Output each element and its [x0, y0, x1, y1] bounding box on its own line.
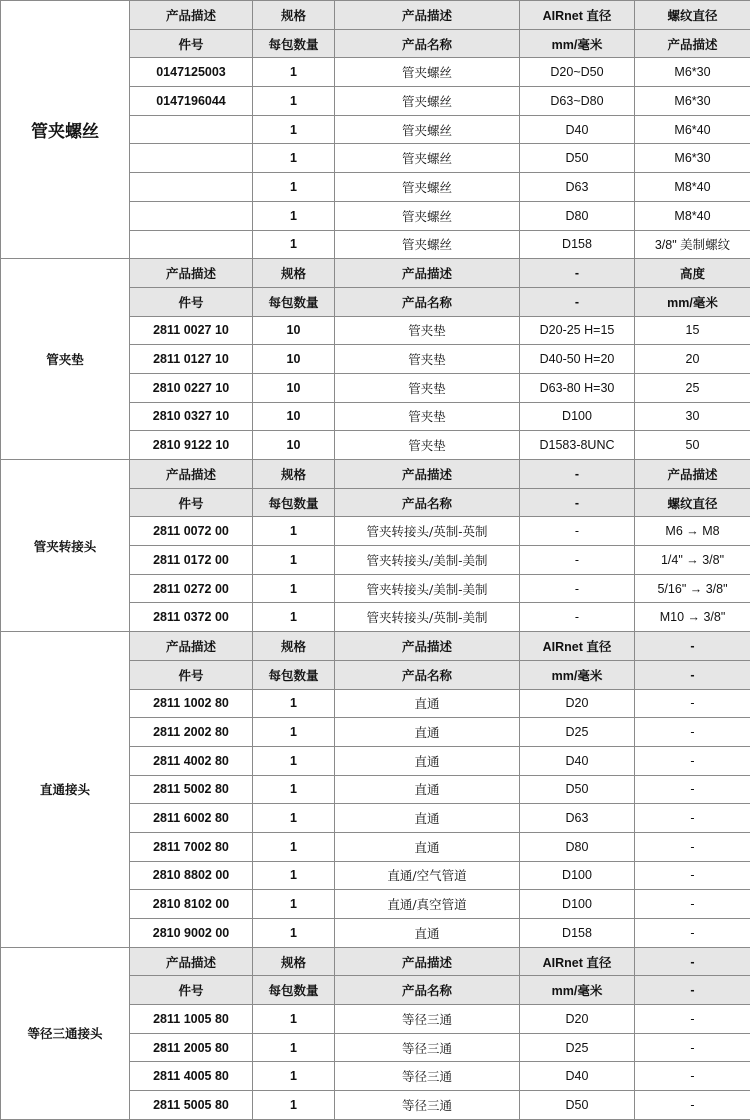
cell-airnet-diameter: D20-25 H=15: [520, 316, 635, 345]
cell-spec-value: -: [635, 1062, 750, 1091]
cell-product-name: 等径三通: [335, 1091, 520, 1120]
header-cell-pack-quantity: 规格: [253, 947, 335, 976]
cell-spec-value: -: [635, 1091, 750, 1120]
cell-pack-quantity: 1: [253, 546, 335, 575]
cell-part-number: 2810 8102 00: [130, 890, 253, 919]
cell-airnet-diameter: D50: [520, 144, 635, 173]
category-label: 管夹垫: [1, 259, 130, 460]
cell-airnet-diameter: D100: [520, 890, 635, 919]
header-cell-part-number: 件号: [130, 287, 253, 316]
cell-pack-quantity: 1: [253, 1005, 335, 1034]
header-cell-spec-value: -: [635, 976, 750, 1005]
header-cell-part-number: 件号: [130, 660, 253, 689]
cell-pack-quantity: 1: [253, 173, 335, 202]
header-cell-product-name: 产品名称: [335, 488, 520, 517]
header-cell-airnet-diameter: AIRnet 直径: [520, 1, 635, 30]
cell-airnet-diameter: -: [520, 603, 635, 632]
cell-pack-quantity: 1: [253, 689, 335, 718]
header-cell-part-number: 产品描述: [130, 947, 253, 976]
header-cell-product-name: 产品描述: [335, 1, 520, 30]
header-cell-pack-quantity: 每包数量: [253, 488, 335, 517]
cell-spec-value: M8*40: [635, 201, 750, 230]
cell-product-name: 管夹螺丝: [335, 201, 520, 230]
cell-product-name: 直通: [335, 718, 520, 747]
cell-pack-quantity: 1: [253, 58, 335, 87]
header-cell-part-number: 件号: [130, 488, 253, 517]
cell-pack-quantity: 1: [253, 890, 335, 919]
cell-product-name: 管夹螺丝: [335, 87, 520, 116]
cell-spec-value: 30: [635, 402, 750, 431]
header-cell-product-name: 产品描述: [335, 460, 520, 489]
cell-product-name: 直通: [335, 775, 520, 804]
header-cell-airnet-diameter: mm/毫米: [520, 976, 635, 1005]
cell-pack-quantity: 1: [253, 230, 335, 259]
cell-spec-value: -: [635, 861, 750, 890]
cell-product-name: 等径三通: [335, 1005, 520, 1034]
cell-product-name: 管夹转接头/英制-美制: [335, 603, 520, 632]
header-cell-airnet-diameter: AIRnet 直径: [520, 947, 635, 976]
cell-spec-value: M6*30: [635, 58, 750, 87]
header-cell-product-name: 产品名称: [335, 29, 520, 58]
cell-pack-quantity: 1: [253, 115, 335, 144]
cell-airnet-diameter: D25: [520, 718, 635, 747]
category-label: 等径三通接头: [1, 947, 130, 1119]
cell-spec-value: -: [635, 718, 750, 747]
spec-table-body: [1, 1, 750, 1120]
cell-product-name: 管夹螺丝: [335, 173, 520, 202]
cell-airnet-diameter: -: [520, 546, 635, 575]
cell-product-name: 等径三通: [335, 1062, 520, 1091]
cell-pack-quantity: 1: [253, 144, 335, 173]
cell-part-number: 2811 1002 80: [130, 689, 253, 718]
cell-airnet-diameter: D158: [520, 230, 635, 259]
cell-spec-value: 1/4" → 3/8": [635, 546, 750, 575]
cell-part-number: 2811 2002 80: [130, 718, 253, 747]
cell-part-number: 2811 6002 80: [130, 804, 253, 833]
cell-pack-quantity: 10: [253, 431, 335, 460]
header-cell-spec-value: 产品描述: [635, 29, 750, 58]
header-cell-product-name: 产品描述: [335, 259, 520, 288]
section-header-row: [1, 947, 750, 976]
header-cell-spec-value: -: [635, 632, 750, 661]
cell-part-number: 2811 0172 00: [130, 546, 253, 575]
cell-pack-quantity: 1: [253, 775, 335, 804]
cell-product-name: 直通: [335, 919, 520, 948]
header-cell-part-number: 件号: [130, 976, 253, 1005]
category-label: 直通接头: [1, 632, 130, 948]
cell-spec-value: -: [635, 890, 750, 919]
cell-part-number: [130, 115, 253, 144]
cell-pack-quantity: 1: [253, 804, 335, 833]
cell-airnet-diameter: D100: [520, 402, 635, 431]
header-cell-part-number: 产品描述: [130, 460, 253, 489]
cell-part-number: 2810 9002 00: [130, 919, 253, 948]
cell-spec-value: 50: [635, 431, 750, 460]
cell-spec-value: 15: [635, 316, 750, 345]
header-cell-spec-value: -: [635, 660, 750, 689]
header-cell-pack-quantity: 每包数量: [253, 976, 335, 1005]
header-cell-spec-value: mm/毫米: [635, 287, 750, 316]
header-cell-spec-value: 螺纹直径: [635, 1, 750, 30]
cell-pack-quantity: 1: [253, 919, 335, 948]
cell-spec-value: M10 → 3/8": [635, 603, 750, 632]
cell-pack-quantity: 1: [253, 201, 335, 230]
cell-pack-quantity: 1: [253, 718, 335, 747]
header-cell-pack-quantity: 规格: [253, 259, 335, 288]
section-header-row: [1, 632, 750, 661]
cell-product-name: 管夹螺丝: [335, 144, 520, 173]
cell-product-name: 直通: [335, 804, 520, 833]
header-cell-airnet-diameter: mm/毫米: [520, 29, 635, 58]
cell-airnet-diameter: D40-50 H=20: [520, 345, 635, 374]
header-cell-airnet-diameter: -: [520, 287, 635, 316]
cell-airnet-diameter: D63: [520, 804, 635, 833]
cell-airnet-diameter: D1583-8UNC: [520, 431, 635, 460]
header-cell-product-name: 产品名称: [335, 287, 520, 316]
cell-spec-value: -: [635, 919, 750, 948]
cell-spec-value: -: [635, 1005, 750, 1034]
cell-part-number: 2811 4002 80: [130, 746, 253, 775]
header-cell-spec-value: 螺纹直径: [635, 488, 750, 517]
header-cell-product-name: 产品描述: [335, 947, 520, 976]
cell-part-number: 2811 1005 80: [130, 1005, 253, 1034]
cell-part-number: 2810 0327 10: [130, 402, 253, 431]
cell-spec-value: -: [635, 1033, 750, 1062]
header-cell-airnet-diameter: -: [520, 488, 635, 517]
cell-product-name: 直通/真空管道: [335, 890, 520, 919]
cell-airnet-diameter: D158: [520, 919, 635, 948]
cell-part-number: 2810 0227 10: [130, 373, 253, 402]
cell-part-number: 2810 8802 00: [130, 861, 253, 890]
cell-airnet-diameter: D50: [520, 1091, 635, 1120]
section-header-row: [1, 1, 750, 30]
cell-spec-value: -: [635, 832, 750, 861]
cell-product-name: 管夹垫: [335, 345, 520, 374]
header-cell-part-number: 产品描述: [130, 259, 253, 288]
cell-spec-value: -: [635, 804, 750, 833]
cell-spec-value: 25: [635, 373, 750, 402]
cell-spec-value: -: [635, 746, 750, 775]
header-cell-spec-value: 高度: [635, 259, 750, 288]
cell-pack-quantity: 10: [253, 373, 335, 402]
header-cell-spec-value: -: [635, 947, 750, 976]
cell-product-name: 管夹转接头/美制-美制: [335, 574, 520, 603]
cell-product-name: 管夹螺丝: [335, 230, 520, 259]
cell-part-number: 2811 5002 80: [130, 775, 253, 804]
cell-part-number: 2811 0027 10: [130, 316, 253, 345]
header-cell-product-name: 产品描述: [335, 632, 520, 661]
cell-part-number: 2811 2005 80: [130, 1033, 253, 1062]
header-cell-part-number: 产品描述: [130, 632, 253, 661]
section-header-row: [1, 259, 750, 288]
cell-part-number: [130, 144, 253, 173]
cell-airnet-diameter: D40: [520, 1062, 635, 1091]
cell-pack-quantity: 10: [253, 316, 335, 345]
cell-spec-value: M6*40: [635, 115, 750, 144]
category-label: 管夹螺丝: [1, 1, 130, 259]
cell-spec-value: M6 → M8: [635, 517, 750, 546]
header-cell-airnet-diameter: -: [520, 460, 635, 489]
header-cell-part-number: 件号: [130, 29, 253, 58]
header-cell-part-number: 产品描述: [130, 1, 253, 30]
cell-spec-value: M6*30: [635, 87, 750, 116]
header-cell-airnet-diameter: mm/毫米: [520, 660, 635, 689]
cell-part-number: 2811 5005 80: [130, 1091, 253, 1120]
cell-product-name: 管夹转接头/英制-英制: [335, 517, 520, 546]
cell-part-number: 0147196044: [130, 87, 253, 116]
cell-spec-value: 5/16" → 3/8": [635, 574, 750, 603]
cell-pack-quantity: 1: [253, 574, 335, 603]
header-cell-spec-value: 产品描述: [635, 460, 750, 489]
cell-part-number: 2811 0372 00: [130, 603, 253, 632]
cell-part-number: 2810 9122 10: [130, 431, 253, 460]
cell-spec-value: -: [635, 689, 750, 718]
cell-part-number: 2811 0072 00: [130, 517, 253, 546]
cell-pack-quantity: 1: [253, 1033, 335, 1062]
cell-spec-value: M8*40: [635, 173, 750, 202]
cell-product-name: 管夹螺丝: [335, 58, 520, 87]
section-header-row: [1, 460, 750, 489]
cell-pack-quantity: 1: [253, 746, 335, 775]
cell-product-name: 直通/空气管道: [335, 861, 520, 890]
cell-airnet-diameter: D63~D80: [520, 87, 635, 116]
cell-spec-value: 20: [635, 345, 750, 374]
cell-product-name: 管夹垫: [335, 431, 520, 460]
category-label: 管夹转接头: [1, 460, 130, 632]
cell-part-number: 2811 7002 80: [130, 832, 253, 861]
cell-pack-quantity: 1: [253, 517, 335, 546]
cell-product-name: 管夹垫: [335, 402, 520, 431]
cell-pack-quantity: 10: [253, 402, 335, 431]
header-cell-airnet-diameter: -: [520, 259, 635, 288]
cell-pack-quantity: 1: [253, 1091, 335, 1120]
cell-product-name: 等径三通: [335, 1033, 520, 1062]
cell-pack-quantity: 1: [253, 861, 335, 890]
cell-airnet-diameter: D40: [520, 115, 635, 144]
cell-product-name: 管夹垫: [335, 373, 520, 402]
header-cell-pack-quantity: 规格: [253, 460, 335, 489]
header-cell-pack-quantity: 规格: [253, 632, 335, 661]
cell-airnet-diameter: D63-80 H=30: [520, 373, 635, 402]
cell-product-name: 直通: [335, 746, 520, 775]
cell-pack-quantity: 1: [253, 832, 335, 861]
cell-spec-value: 3/8" 美制螺纹: [635, 230, 750, 259]
cell-part-number: [130, 230, 253, 259]
cell-airnet-diameter: D80: [520, 201, 635, 230]
header-cell-pack-quantity: 每包数量: [253, 29, 335, 58]
cell-product-name: 管夹转接头/美制-美制: [335, 546, 520, 575]
cell-airnet-diameter: -: [520, 517, 635, 546]
cell-pack-quantity: 10: [253, 345, 335, 374]
cell-part-number: 2811 0272 00: [130, 574, 253, 603]
cell-airnet-diameter: D63: [520, 173, 635, 202]
cell-product-name: 管夹螺丝: [335, 115, 520, 144]
cell-airnet-diameter: D40: [520, 746, 635, 775]
cell-airnet-diameter: D100: [520, 861, 635, 890]
cell-part-number: [130, 173, 253, 202]
cell-pack-quantity: 1: [253, 603, 335, 632]
cell-product-name: 直通: [335, 832, 520, 861]
header-cell-pack-quantity: 每包数量: [253, 660, 335, 689]
header-cell-product-name: 产品名称: [335, 660, 520, 689]
header-cell-product-name: 产品名称: [335, 976, 520, 1005]
cell-airnet-diameter: D50: [520, 775, 635, 804]
cell-product-name: 管夹垫: [335, 316, 520, 345]
header-cell-airnet-diameter: AIRnet 直径: [520, 632, 635, 661]
cell-part-number: [130, 201, 253, 230]
cell-part-number: 0147125003: [130, 58, 253, 87]
cell-part-number: 2811 4005 80: [130, 1062, 253, 1091]
cell-spec-value: M6*30: [635, 144, 750, 173]
cell-product-name: 直通: [335, 689, 520, 718]
cell-airnet-diameter: -: [520, 574, 635, 603]
cell-airnet-diameter: D80: [520, 832, 635, 861]
cell-spec-value: -: [635, 775, 750, 804]
header-cell-pack-quantity: 每包数量: [253, 287, 335, 316]
cell-airnet-diameter: D20: [520, 1005, 635, 1034]
header-cell-pack-quantity: 规格: [253, 1, 335, 30]
cell-pack-quantity: 1: [253, 1062, 335, 1091]
cell-airnet-diameter: D20: [520, 689, 635, 718]
cell-airnet-diameter: D25: [520, 1033, 635, 1062]
cell-airnet-diameter: D20~D50: [520, 58, 635, 87]
cell-part-number: 2811 0127 10: [130, 345, 253, 374]
cell-pack-quantity: 1: [253, 87, 335, 116]
